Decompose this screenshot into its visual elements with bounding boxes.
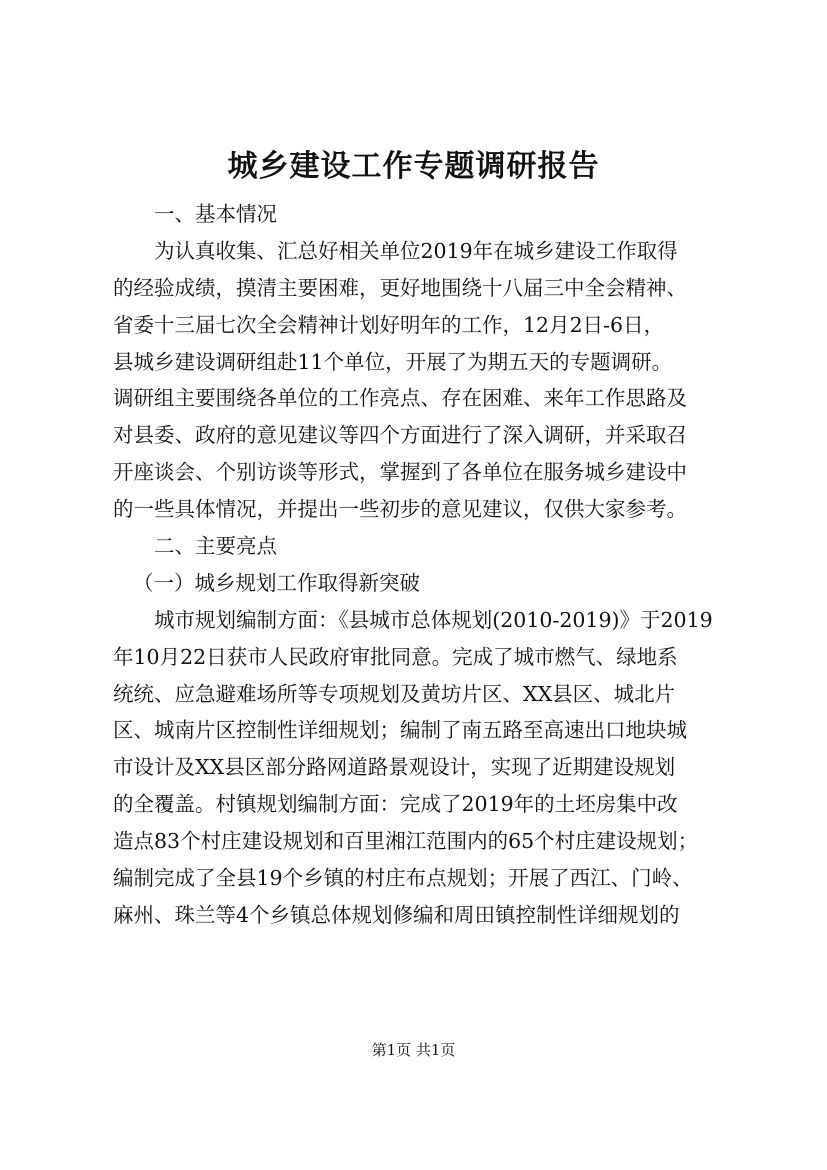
paragraph-line: 编制完成了全县19个乡镇的村庄布点规划；开展了西江、门岭、: [113, 866, 693, 891]
paragraph-line: 年10月22日获市人民政府审批同意。完成了城市燃气、绿地系: [113, 644, 678, 669]
paragraph-line: 的一些具体情况，并提出一些初步的意见建议，仅供大家参考。: [113, 497, 687, 522]
paragraph-line: 统统、应急避难场所等专项规划及黄坊片区、XX县区、城北片: [113, 681, 676, 706]
paragraph-line: 的全覆盖。村镇规划编制方面：完成了2019年的土坯房集中改: [113, 792, 678, 817]
paragraph-line: 区、城南片区控制性详细规划；编制了南五路至高速出口地块城: [113, 718, 687, 743]
paragraph-line: 为认真收集、汇总好相关单位2019年在城乡建设工作取得: [154, 238, 678, 263]
paragraph-line: 麻州、珠兰等4个乡镇总体规划修编和周田镇控制性详细规划的: [113, 902, 680, 927]
section-heading-basic: 一、基本情况: [154, 202, 277, 226]
paragraph-line: 造点83个村庄建设规划和百里湘江范围内的65个村庄建设规划；: [113, 829, 699, 854]
document-title: 城乡建设工作专题调研报告: [227, 149, 600, 184]
paragraph-line: 调研组主要围绕各单位的工作亮点、存在困难、来年工作思路及: [113, 386, 687, 411]
paragraph-line: 对县委、政府的意见建议等四个方面进行了深入调研，并采取召: [113, 423, 687, 448]
subsection-heading: （一）城乡规划工作取得新突破: [133, 570, 420, 595]
document-body: [113, 196, 723, 934]
page-number-footer: 第1页 共1页: [371, 1041, 456, 1059]
paragraph-line: 县城乡建设调研组赴11个单位，开展了为期五天的专题调研。: [113, 349, 673, 374]
paragraph-line: 市设计及XX县区部分路网道路景观设计，实现了近期建设规划: [113, 755, 676, 780]
paragraph-line: 城市规划编制方面：《县城市总体规划(2010-2019)》于2019: [154, 607, 713, 632]
paragraph-line: 省委十三届七次全会精神计划好明年的工作，12月2日-6日，: [113, 312, 665, 337]
paragraph-line: 的经验成绩，摸清主要困难，更好地围绕十八届三中全会精神、: [113, 275, 687, 300]
paragraph-line: 开座谈会、个别访谈等形式，掌握到了各单位在服务城乡建设中: [113, 460, 687, 485]
section-heading-highlights: 二、主要亮点: [154, 534, 277, 559]
